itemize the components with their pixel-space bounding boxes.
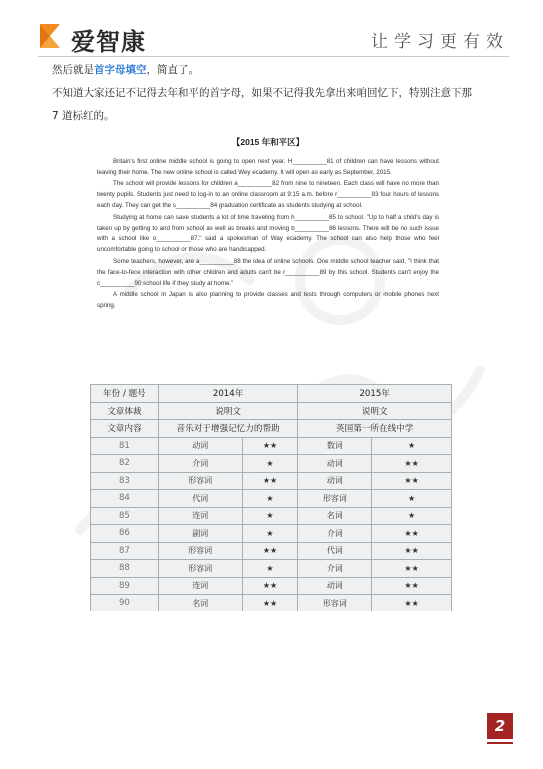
header-2014: 音乐对于增强记忆力的帮助 <box>158 420 298 438</box>
intro-line-1 <box>52 61 492 79</box>
header-2015: 2015年 <box>298 385 452 403</box>
question-number: 87 <box>91 542 159 560</box>
logo-text: 爱智康 <box>71 28 146 56</box>
table-row <box>91 525 452 543</box>
word-type-2014: 连词 <box>158 507 242 525</box>
difficulty-stars-2015: ★★ <box>372 525 452 543</box>
passage-paragraph: Studying at home can save students a lot of time traveling from h__________85 to school. "Up to half a child's day is taken up by getting to and from school as well as breaks and moving b__________86 lessons. There will be no such issue with a school like o__________87." said a spokesman of Way ecademy. The school can also help those who feel uncomfortable going to school or those who are handicapped. <box>97 213 439 254</box>
header-2015: 说明文 <box>298 402 452 420</box>
difficulty-stars-2014: ★ <box>242 507 298 525</box>
question-number: 82 <box>91 455 159 473</box>
question-number: 85 <box>91 507 159 525</box>
word-type-2014: 连词 <box>158 577 242 595</box>
word-type-2014: 形容词 <box>158 472 242 490</box>
difficulty-stars-2015: ★ <box>372 437 452 455</box>
table-header-row <box>91 385 452 403</box>
table-header-row <box>91 402 452 420</box>
header-2014: 说明文 <box>158 402 298 420</box>
header-divider <box>38 56 509 57</box>
table-row <box>91 560 452 578</box>
question-number: 84 <box>91 490 159 508</box>
question-number: 89 <box>91 577 159 595</box>
passage-paragraph: Britain's first online middle school is going to open next year. H__________81 of children can have lessons without leaving their home. The new online school is called Wey ecademy. It will open as early as September, 2015. <box>97 157 439 176</box>
intro-highlight: 首字母填空 <box>94 64 147 76</box>
slogan: 让学习更有效 <box>371 32 509 52</box>
passage-paragraph: A middle school in Japan is also planning to provide classes and tests through computers or mobile phones next spring. <box>97 291 439 310</box>
passage-paragraph: The school will provide lessons for children a__________82 from nine to nineteen. Each class will have no more than twenty pupils. Students just need to log-in to an online classroom at 9:15 a.m. before r__________83 four hours of lessons each day. They can get the s__________84 graduation certificate as students studying at school. <box>97 180 439 209</box>
question-number: 83 <box>91 472 159 490</box>
intro-line-2: 不知道大家还记不记得去年和平的首字母，如果不记得我先拿出来咱回忆下，特别注意下那 <box>52 87 472 99</box>
word-type-2015: 动词 <box>298 472 372 490</box>
intro-suffix: ，简直了。 <box>146 64 199 76</box>
difficulty-stars-2015: ★ <box>372 490 452 508</box>
word-type-2015: 形容词 <box>298 595 372 612</box>
word-type-2014: 副词 <box>158 525 242 543</box>
page-number-underline <box>487 742 513 744</box>
table-row <box>91 490 452 508</box>
difficulty-stars-2015: ★ <box>372 507 452 525</box>
difficulty-stars-2014: ★★ <box>242 472 298 490</box>
word-type-2014: 名词 <box>158 595 242 612</box>
word-type-2014: 形容词 <box>158 542 242 560</box>
header-2015: 英国第一所在线中学 <box>298 420 452 438</box>
difficulty-stars-2015: ★★ <box>372 472 452 490</box>
table-row <box>91 472 452 490</box>
difficulty-stars-2014: ★★ <box>242 542 298 560</box>
word-type-2015: 名词 <box>298 507 372 525</box>
difficulty-stars-2014: ★ <box>242 560 298 578</box>
table-row <box>91 507 452 525</box>
comparison-table <box>90 384 452 611</box>
difficulty-stars-2014: ★★ <box>242 577 298 595</box>
table-row <box>91 577 452 595</box>
word-type-2014: 动词 <box>158 437 242 455</box>
word-type-2015: 数词 <box>298 437 372 455</box>
header-label: 文章体裁 <box>91 402 159 420</box>
word-type-2014: 介词 <box>158 455 242 473</box>
difficulty-stars-2014: ★ <box>242 490 298 508</box>
page-number: 2 <box>487 713 513 739</box>
table-header-row <box>91 420 452 438</box>
header-label: 文章内容 <box>91 420 159 438</box>
difficulty-stars-2014: ★ <box>242 525 298 543</box>
difficulty-stars-2015: ★★ <box>372 560 452 578</box>
logo-icon <box>38 22 66 50</box>
question-number: 81 <box>91 437 159 455</box>
difficulty-stars-2015: ★★ <box>372 577 452 595</box>
difficulty-stars-2014: ★★ <box>242 437 298 455</box>
reading-passage <box>97 137 439 313</box>
question-number: 90 <box>91 595 159 612</box>
question-number: 86 <box>91 525 159 543</box>
page-header <box>0 0 543 56</box>
difficulty-stars-2014: ★ <box>242 455 298 473</box>
word-type-2014: 代词 <box>158 490 242 508</box>
word-type-2015: 形容词 <box>298 490 372 508</box>
word-type-2015: 介词 <box>298 525 372 543</box>
difficulty-stars-2015: ★★ <box>372 595 452 612</box>
word-type-2014: 形容词 <box>158 560 242 578</box>
difficulty-stars-2015: ★★ <box>372 542 452 560</box>
intro-prefix: 然后就是 <box>52 64 94 76</box>
comparison-table-photo <box>90 384 452 611</box>
table-row <box>91 542 452 560</box>
word-type-2015: 介词 <box>298 560 372 578</box>
word-type-2015: 动词 <box>298 455 372 473</box>
table-row <box>91 437 452 455</box>
header-2014: 2014年 <box>158 385 298 403</box>
difficulty-stars-2014: ★★ <box>242 595 298 612</box>
table-row <box>91 455 452 473</box>
intro-line-3: 7 道标红的。 <box>52 110 115 122</box>
header-label: 年份 / 题号 <box>91 385 159 403</box>
question-number: 88 <box>91 560 159 578</box>
word-type-2015: 代词 <box>298 542 372 560</box>
passage-paragraph: Some teachers, however, are a__________88 the idea of online schools. One middle school teacher said, "I think that the face-to-fece interaction with other children and adults can't be r__________89 by this school. Students can't enjoy the c__________90 school life if they study at home." <box>97 257 439 287</box>
table-row <box>91 595 452 612</box>
passage-title: 【2015 年和平区】 <box>231 137 305 147</box>
word-type-2015: 动词 <box>298 577 372 595</box>
difficulty-stars-2015: ★★ <box>372 455 452 473</box>
